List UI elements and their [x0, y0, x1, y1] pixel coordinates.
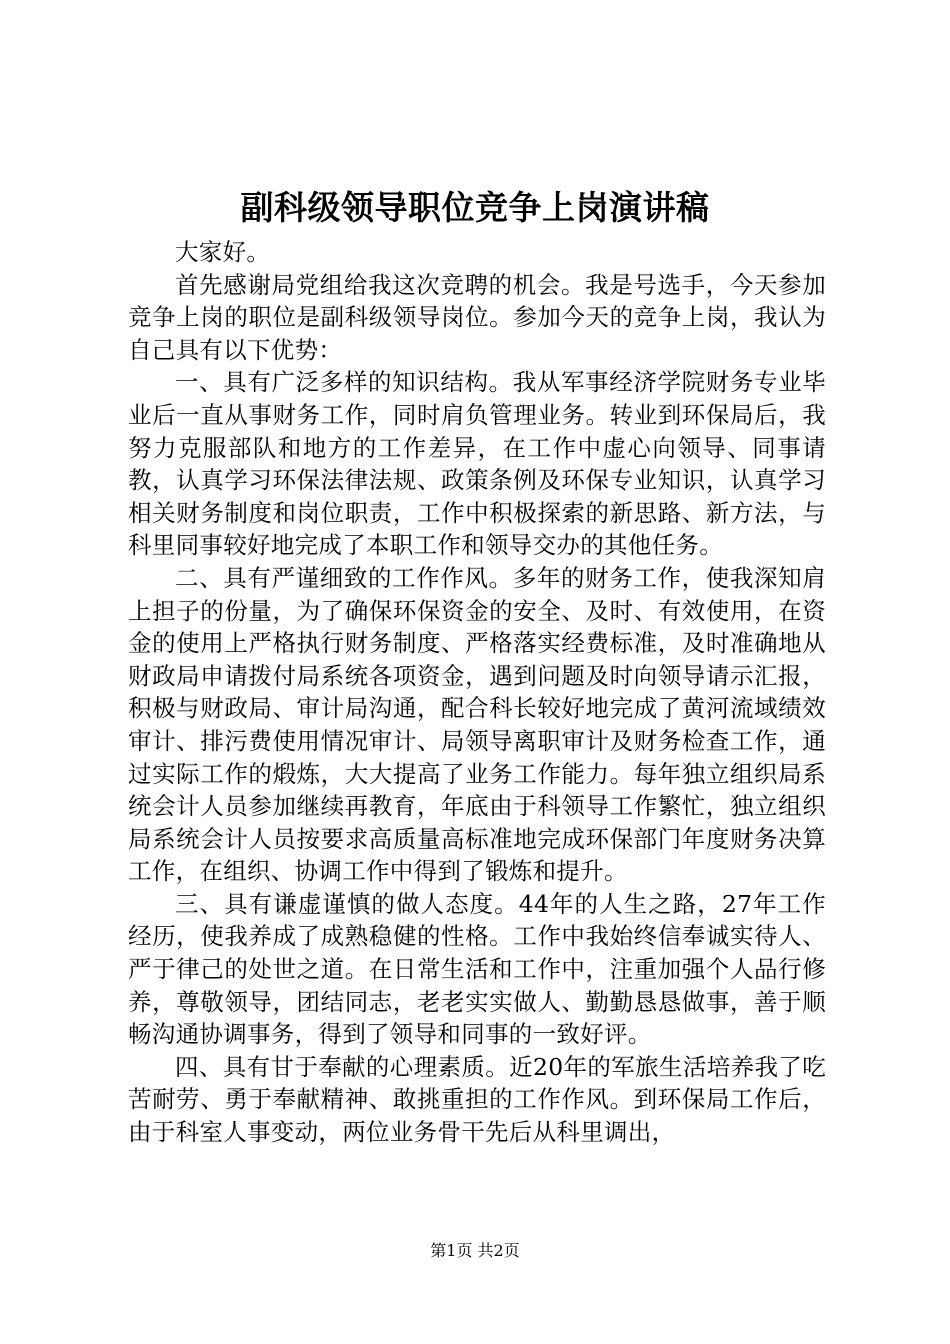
paragraph-advantage-1: 一、具有广泛多样的知识结构。我从军事经济学院财务专业毕业后一直从事财务工作，同时肩负管理业务。转业到环保局后，我努力克服部队和地方的工作差异，在工作中虚心向领导、同事请教，认真学习环保法律法规、政策条例及环保专业知识，认真学习相关财务制度和岗位职责，工作中积极探索的新思路、新方法，与科里同事较好地完成了本职工作和领导交办的其他任务。: [128, 368, 826, 560]
paragraph-advantage-2: 二、具有严谨细致的工作作风。多年的财务工作，使我深知肩上担子的份量，为了确保环保资金的安全、及时、有效使用，在资金的使用上严格执行财务制度、严格落实经费标准，及时准确地从财政局申请拨付局系统各项资金，遇到问题及时向领导请示汇报，积极与财政局、审计局沟通，配合科长较好地完成了黄河流域绩效审计、排污费使用情况审计、局领导离职审计及财务检查工作，通过实际工作的煅炼，大大提高了业务工作能力。每年独立组织局系统会计人员参加继续再教育，年底由于科领导工作繁忙，独立组织局系统会计人员按要求高质量高标准地完成环保部门年度财务决算工作，在组织、协调工作中得到了锻炼和提升。: [128, 563, 826, 886]
paragraph-advantage-4: 四、具有甘于奉献的心理素质。近20年的军旅生活培养我了吃苦耐劳、勇于奉献精神、敢挑重担的工作作风。到环保局工作后，由于科室人事变动，两位业务骨干先后从科里调出，: [128, 1052, 826, 1147]
document-title: 副科级领导职位竞争上岗演讲稿: [240, 188, 710, 227]
page-number-footer: 第1页 共2页: [430, 1241, 520, 1260]
paragraph-advantage-3: 三、具有谦虚谨慎的做人态度。44年的人生之路，27年工作经历，使我养成了成熟稳健的性格。工作中我始终信奉诚实待人、严于律己的处世之道。在日常生活和工作中，注重加强个人品行修养，尊敬领导，团结同志，老老实实做人、勤勤恳恳做事，善于顺畅沟通协调事务，得到了领导和同事的一致好评。: [128, 889, 826, 1049]
paragraph-intro: 首先感谢局党组给我这次竞聘的机会。我是号选手，今天参加竞争上岗的职位是副科级领导岗位。参加今天的竞争上岗，我认为自己具有以下优势：: [128, 270, 826, 364]
document-body: [128, 236, 826, 1149]
paragraph-greeting: 大家好。: [175, 238, 271, 266]
